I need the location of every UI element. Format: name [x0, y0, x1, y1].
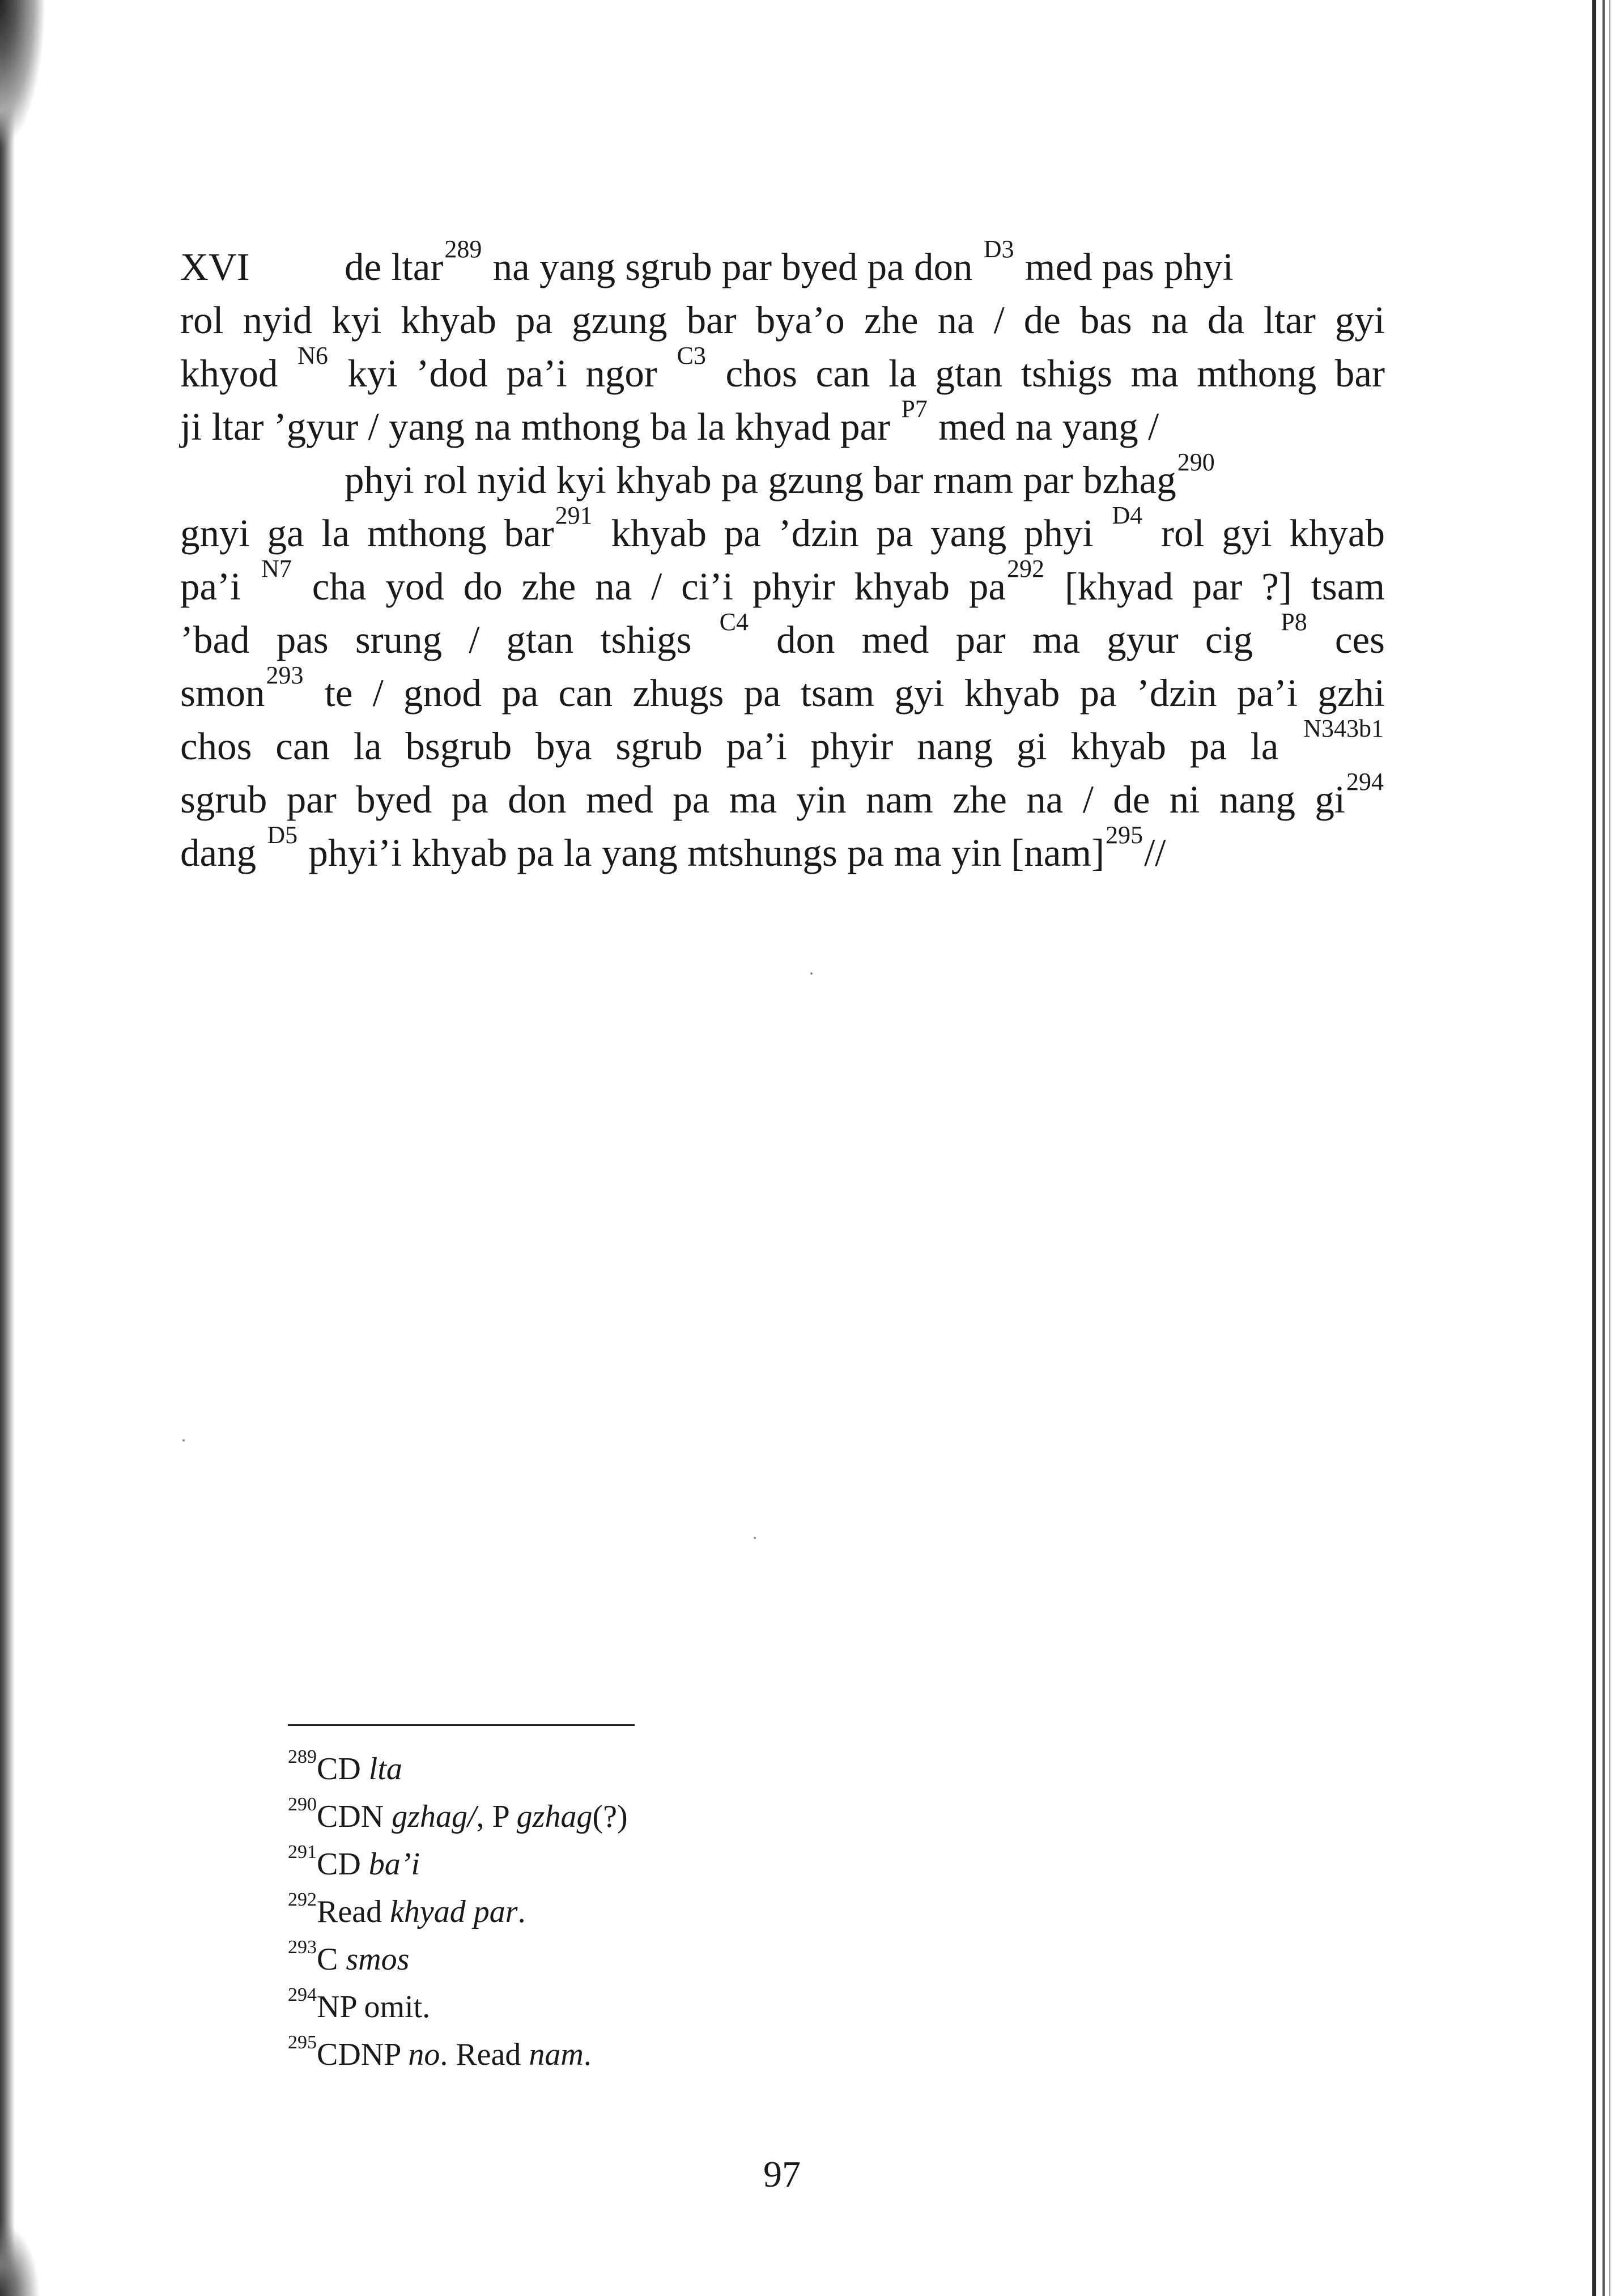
text-segment: na yang sgrub par byed pa don: [483, 245, 983, 288]
footnote-text: CD: [317, 1847, 369, 1882]
footnote-text: .: [583, 2037, 592, 2072]
scan-shadow-top-left: [0, 0, 45, 147]
footnote-item: [288, 2031, 1138, 2078]
footnote-marker: 290: [1177, 448, 1215, 477]
footnote-number: 290: [288, 1794, 317, 1815]
scan-speck: [810, 972, 813, 975]
text-line: [180, 768, 1385, 826]
footnote-text: smos: [346, 1942, 410, 1977]
footnote-text: gzhag/: [392, 1799, 477, 1834]
text-segment: dang: [180, 831, 266, 874]
footnote-text: gzhag: [516, 1799, 593, 1834]
text-segment: ces: [1308, 618, 1385, 661]
text-segment: phyi rol nyid kyi khyab pa gzung bar rnam par bzhag: [345, 458, 1176, 501]
footnote-text: C: [317, 1942, 346, 1977]
footnote-item: [288, 1983, 1138, 2031]
text-segment: ’bad pas srung / gtan tshigs: [180, 618, 719, 661]
text-segment: chos can la gtan tshigs ma mthong bar: [707, 352, 1385, 395]
text-segment: gnyi ga la mthong bar: [180, 512, 554, 555]
scan-edge-right-inner: [1602, 0, 1605, 2296]
footnote-text: khyad par: [390, 1894, 518, 1929]
text-segment: ji ltar ’gyur / yang na mthong ba la khyad par: [180, 405, 900, 448]
footnote-text: lta: [368, 1751, 402, 1787]
footnote-item: [288, 1888, 1138, 1936]
text-line: [180, 608, 1385, 666]
text-segment: rol nyid kyi khyab pa gzung bar bya’o zhe na / de bas na da ltar gyi: [180, 299, 1385, 342]
text-segment: med pas phyi: [1015, 245, 1234, 288]
footnote-marker: D3: [983, 235, 1014, 263]
footnote-text: (?): [592, 1799, 628, 1834]
scan-edge-right: [1592, 0, 1596, 2296]
text-segment: don med par ma gyur cig: [750, 618, 1280, 661]
text-segment: //: [1144, 831, 1166, 874]
text-segment: khyod: [180, 352, 297, 395]
footnote-text: ba’i: [368, 1847, 420, 1882]
footnote-item: [288, 1793, 1138, 1840]
footnote-number: 295: [288, 2032, 317, 2053]
text-segment: rol gyi khyab: [1143, 512, 1385, 555]
text-segment: med na yang /: [928, 405, 1159, 448]
text-segment: sgrub par byed pa don med pa ma yin nam zhe na / de ni nang gi: [180, 778, 1345, 821]
footnote-text: . Read: [440, 2037, 529, 2072]
text-line: [180, 661, 1385, 720]
footnote-marker: N6: [297, 342, 328, 370]
main-text-block: [180, 235, 1385, 879]
text-line: [180, 555, 1385, 613]
page-number: 97: [763, 2154, 801, 2195]
footnote-marker: 293: [266, 661, 304, 690]
footnote-marker: P8: [1281, 608, 1307, 636]
scan-speck: [754, 1537, 756, 1539]
text-line: [180, 821, 1385, 879]
footnote-text: CDNP: [317, 2037, 409, 2072]
footnote-marker: 291: [555, 501, 593, 530]
footnote-marker: D4: [1112, 501, 1143, 530]
footnote-marker: 292: [1006, 555, 1044, 583]
text-line: [180, 715, 1385, 773]
text-segment: phyi’i khyab pa la yang mtshungs pa ma yin [nam]: [299, 831, 1105, 874]
footnote-marker: 289: [444, 235, 482, 263]
text-line: [180, 342, 1385, 400]
scan-shadow-bottom-left: [0, 2222, 40, 2296]
footnote-marker: C4: [719, 608, 749, 636]
footnote-text: , P: [476, 1799, 517, 1834]
text-segment: khyab pa ’dzin pa yang phyi: [593, 512, 1111, 555]
scan-edge-right-faint: [1609, 0, 1610, 2296]
text-segment: pa’i: [180, 565, 261, 608]
footnote-number: 294: [288, 1984, 317, 2006]
footnote-item: [288, 1840, 1138, 1888]
footnote-text: nam: [529, 2037, 584, 2072]
text-line: [180, 395, 1385, 453]
footnote-text: Read: [317, 1894, 390, 1929]
footnote-marker: D5: [267, 821, 298, 849]
footnotes-list: [288, 1745, 1138, 2078]
text-line: [180, 235, 1385, 294]
text-line: [180, 294, 1385, 347]
footnote-marker: N7: [261, 555, 292, 583]
footnote-marker: C3: [677, 342, 706, 370]
footnote-number: 291: [288, 1842, 317, 1863]
footnote-item: [288, 1745, 1138, 1793]
footnote-marker: N343b1: [1303, 715, 1384, 743]
footnote-number: 293: [288, 1937, 317, 1958]
text-segment: cha yod do zhe na / ci’i phyir khyab pa: [292, 565, 1006, 608]
footnote-separator: [288, 1724, 635, 1726]
text-segment: de ltar: [345, 245, 444, 288]
scan-speck: [182, 1439, 185, 1442]
footnote-text: .: [517, 1894, 526, 1929]
text-segment: te / gnod pa can zhugs pa tsam gyi khyab pa ’dzin pa’i gzhi: [304, 671, 1385, 715]
footnote-marker: 294: [1346, 768, 1384, 796]
footnote-text: no: [408, 2037, 440, 2072]
text-line: [180, 448, 1385, 507]
footnote-number: 289: [288, 1746, 317, 1768]
text-segment: [khyad par ?] tsam: [1045, 565, 1385, 608]
scan-edge-left: [0, 0, 15, 2296]
footnote-text: CDN: [317, 1799, 392, 1834]
footnote-text: NP omit.: [317, 1989, 431, 2025]
footnote-marker: 295: [1106, 821, 1143, 849]
text-segment: smon: [180, 671, 265, 715]
footnote-number: 292: [288, 1889, 317, 1911]
text-segment: kyi ’dod pa’i ngor: [329, 352, 676, 395]
text-segment: chos can la bsgrub bya sgrub pa’i phyir nang gi khyab pa la: [180, 725, 1303, 768]
footnote-item: [288, 1936, 1138, 1983]
section-number: XVI: [180, 245, 250, 288]
footnote-text: CD: [317, 1751, 369, 1787]
text-line: [180, 501, 1385, 560]
footnote-marker: P7: [901, 395, 928, 423]
